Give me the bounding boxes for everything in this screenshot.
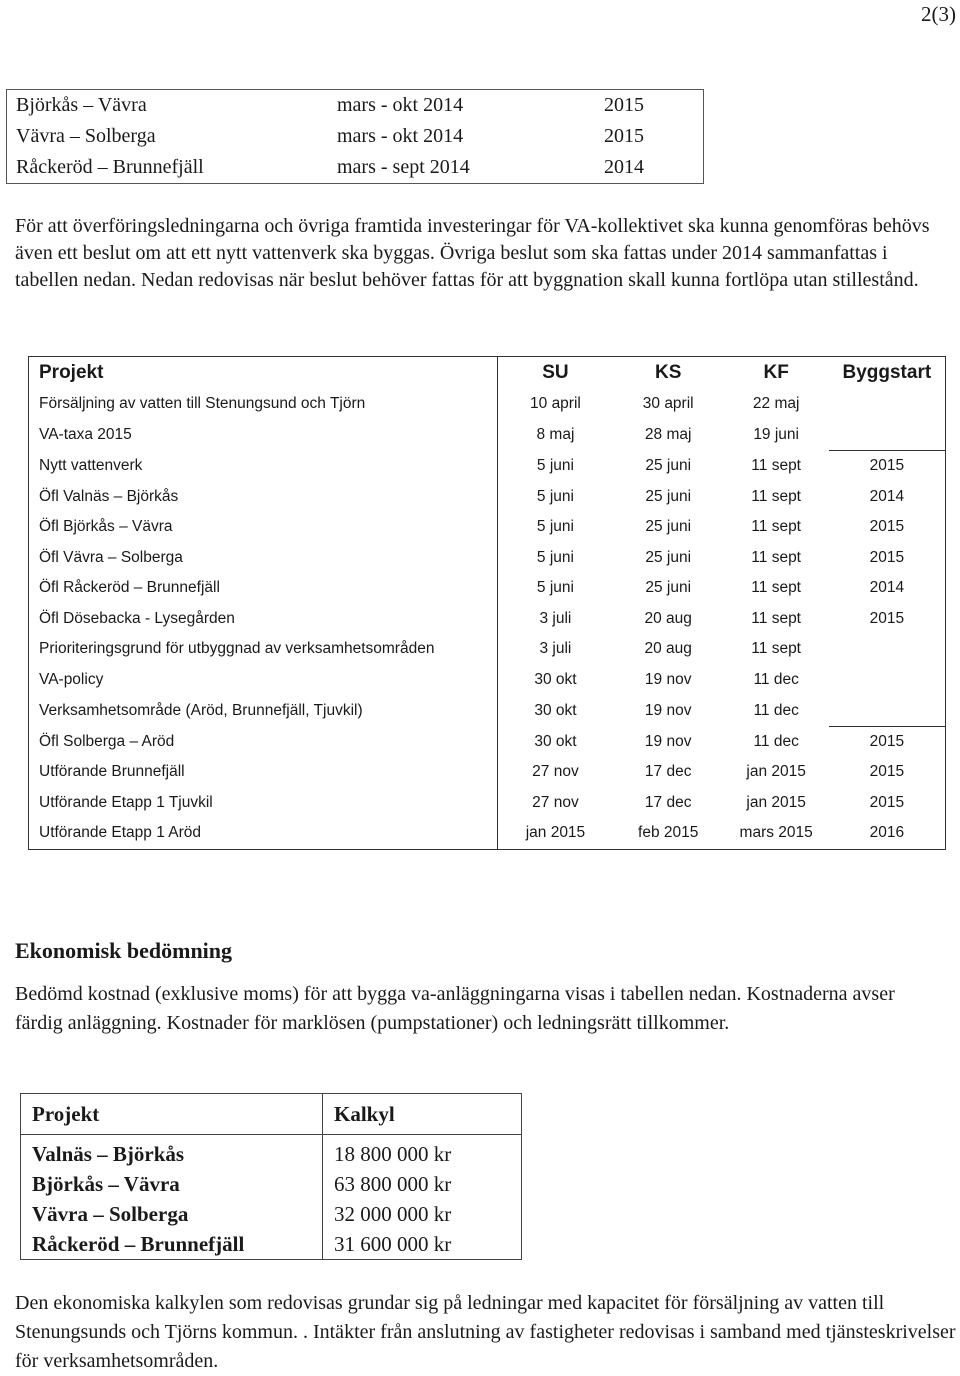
cost-project: Vävra – Solberga: [21, 1199, 323, 1229]
timeline-body: [7, 90, 704, 184]
schedule-kf: 11 sept: [751, 457, 801, 474]
schedule-su: 10 april: [530, 395, 581, 413]
intro-paragraph: För att överföringsledningarna och övriga framtida investeringar för VA-kollektivet ska kunna genomföras behövs även ett beslut om att ett nytt vattenverk ska byggas. Övriga beslut som ska fattas under 2014 sammanfattas i tabellen nedan. Nedan redovisas när beslut behöver fattas för att byggnation skall kunna fortlöpa utan stillestånd.: [15, 215, 930, 291]
header-kf: KF: [724, 357, 829, 390]
header-ks: KS: [613, 357, 724, 390]
schedule-kf: 11 sept: [751, 609, 801, 627]
cost-header-row: [21, 1094, 522, 1135]
schedule-project: Öfl Råckeröd – Brunnefjäll: [29, 573, 498, 604]
schedule-body: [29, 389, 946, 849]
schedule-su: jan 2015: [498, 818, 613, 849]
table-row: [29, 543, 946, 574]
table-row: [21, 1169, 522, 1199]
schedule-byggstart: 2016: [829, 818, 946, 849]
schedule-su: 5 juni: [536, 518, 574, 536]
schedule-kf: jan 2015: [746, 793, 806, 811]
schedule-project: Utförande Etapp 1 Aröd: [29, 818, 498, 849]
schedule-byggstart: [829, 420, 946, 451]
schedule-byggstart: [829, 665, 946, 696]
cost-table: [20, 1093, 522, 1260]
timeline-route: Råckeröd – Brunnefjäll: [16, 156, 204, 178]
schedule-su: 30 okt: [534, 670, 577, 688]
schedule-kf: 11 sept: [751, 518, 801, 536]
table-row: [29, 420, 946, 451]
schedule-project: Öfl Vävra – Solberga: [29, 543, 498, 574]
section-heading: Ekonomisk bedömning: [15, 938, 233, 963]
timeline-year: 2015: [604, 125, 644, 147]
cost-value: 31 600 000 kr: [334, 1231, 452, 1256]
schedule-byggstart: 2015: [829, 512, 946, 543]
table-row: [7, 121, 704, 152]
schedule-su: 30 okt: [534, 701, 577, 719]
header-project: Projekt: [29, 357, 498, 390]
schedule-ks: 19 nov: [644, 670, 692, 688]
cost-project: Valnäs – Björkås: [21, 1135, 323, 1170]
table-row: [21, 1135, 522, 1170]
schedule-su: 27 nov: [532, 763, 579, 781]
schedule-kf: 11 dec: [753, 670, 799, 688]
schedule-byggstart: [829, 695, 946, 726]
schedule-ks: 20 aug: [644, 609, 692, 627]
cost-intro-paragraph: Bedömd kostnad (exklusive moms) för att bygga va-anläggningarna visas i tabellen nedan. Kostnaderna avser färdig anläggning. Kostnader för marklösen (pumpstationer) och ledningsrätt tillkommer.: [15, 983, 895, 1034]
schedule-project: Öfl Solberga – Aröd: [29, 726, 498, 757]
timeline-route: Björkås – Vävra: [16, 94, 147, 116]
table-row: [21, 1229, 522, 1260]
table-row: [29, 726, 946, 757]
schedule-kf: 11 sept: [751, 548, 801, 566]
schedule-project: Öfl Dösebacka - Lysegården: [29, 604, 498, 635]
schedule-ks: 17 dec: [644, 793, 692, 811]
schedule-su: 27 nov: [532, 793, 579, 811]
schedule-kf: 22 maj: [752, 395, 800, 413]
table-row: [7, 90, 704, 122]
schedule-su: 30 okt: [534, 732, 577, 750]
table-row: [29, 665, 946, 696]
schedule-kf: 11 sept: [751, 579, 801, 597]
cost-header-project: Projekt: [21, 1094, 323, 1135]
timeline-period: mars - sept 2014: [337, 156, 470, 178]
schedule-ks: 19 nov: [644, 701, 692, 719]
schedule-head: [29, 357, 946, 390]
schedule-project: Öfl Valnäs – Björkås: [29, 482, 498, 513]
schedule-ks: 28 maj: [644, 426, 692, 443]
schedule-su: 5 juni: [536, 579, 574, 597]
schedule-su: 5 juni: [536, 548, 574, 566]
table-row: [29, 695, 946, 726]
table-row: [29, 604, 946, 635]
timeline-period: mars - okt 2014: [337, 125, 464, 147]
schedule-ks: 25 juni: [645, 579, 692, 597]
schedule-project: Verksamhetsområde (Aröd, Brunnefjäll, Tjuvkil): [29, 695, 498, 726]
table-row: [29, 573, 946, 604]
schedule-ks: 25 juni: [645, 548, 692, 566]
header-su: SU: [498, 357, 613, 390]
schedule-kf: 11 sept: [751, 640, 801, 658]
table-row: [21, 1199, 522, 1229]
timeline-route: Vävra – Solberga: [16, 125, 156, 147]
schedule-byggstart: 2015: [829, 788, 946, 819]
table-row: [29, 389, 946, 420]
schedule-ks: feb 2015: [613, 818, 724, 849]
table-row: [29, 482, 946, 513]
cost-value: 63 800 000 kr: [334, 1171, 452, 1196]
table-row: [7, 152, 704, 184]
schedule-su: 3 juli: [539, 640, 572, 658]
timeline-year: 2015: [604, 94, 644, 116]
schedule-kf: 19 juni: [753, 426, 799, 443]
schedule-kf: jan 2015: [746, 763, 806, 781]
schedule-ks: 30 april: [642, 395, 694, 413]
schedule-project: Försäljning av vatten till Stenungsund och Tjörn: [29, 389, 498, 420]
schedule-byggstart: 2015: [829, 604, 946, 635]
schedule-kf: 11 dec: [753, 732, 799, 750]
decision-schedule-table: [28, 356, 946, 850]
closing-paragraph: Den ekonomiska kalkylen som redovisas grundar sig på ledningar med kapacitet för försäljning av vatten till Stenungsunds och Tjörns kommun. . Intäkter från anslutning av fastigheter redovisas i samband med tjänsteskrivelser för verksamhetsområden.: [15, 1292, 956, 1372]
schedule-ks: 25 juni: [645, 487, 692, 505]
schedule-byggstart: [829, 634, 946, 665]
table-row: [29, 451, 946, 482]
schedule-ks: 19 nov: [644, 732, 692, 750]
schedule-byggstart: 2014: [829, 482, 946, 513]
schedule-su: 8 maj: [536, 426, 575, 443]
cost-value: 32 000 000 kr: [334, 1201, 452, 1226]
schedule-byggstart: 2015: [829, 726, 946, 757]
schedule-kf: 11 sept: [751, 487, 801, 505]
schedule-project: Nytt vattenverk: [29, 451, 498, 482]
table-row: [29, 818, 946, 849]
schedule-byggstart: 2015: [829, 451, 946, 482]
schedule-header-row: [29, 357, 946, 390]
table-row: [29, 634, 946, 665]
schedule-project: Öfl Björkås – Vävra: [29, 512, 498, 543]
table-row: [29, 512, 946, 543]
table-row: [29, 757, 946, 788]
header-byggstart: Byggstart: [829, 357, 946, 390]
schedule-project: Utförande Etapp 1 Tjuvkil: [29, 788, 498, 819]
schedule-su: 3 juli: [539, 609, 572, 627]
schedule-byggstart: 2015: [829, 543, 946, 574]
schedule-kf: mars 2015: [724, 818, 829, 849]
schedule-byggstart: 2015: [829, 757, 946, 788]
schedule-kf: 11 dec: [753, 701, 799, 719]
schedule-byggstart: 2014: [829, 573, 946, 604]
schedule-ks: 20 aug: [644, 640, 692, 658]
cost-project: Råckeröd – Brunnefjäll: [21, 1229, 323, 1260]
timeline-year: 2014: [604, 156, 644, 178]
schedule-project: VA-policy: [29, 665, 498, 696]
cost-header-calc: Kalkyl: [323, 1094, 522, 1135]
schedule-project: VA-taxa 2015: [29, 420, 498, 451]
schedule-project: Utförande Brunnefjäll: [29, 757, 498, 788]
table-row: [29, 788, 946, 819]
cost-value: 18 800 000 kr: [334, 1141, 452, 1166]
schedule-ks: 25 juni: [645, 518, 692, 536]
schedule-project: Prioriteringsgrund för utbyggnad av verksamhetsområden: [29, 634, 498, 665]
timeline-table: [6, 89, 704, 184]
schedule-su: 5 juni: [536, 487, 574, 505]
page-number: 2(3): [921, 2, 956, 26]
schedule-byggstart: [829, 389, 946, 420]
schedule-ks: 17 dec: [644, 763, 692, 781]
cost-project: Björkås – Vävra: [21, 1169, 323, 1199]
timeline-period: mars - okt 2014: [337, 94, 464, 116]
schedule-su: 5 juni: [536, 457, 574, 474]
schedule-ks: 25 juni: [645, 457, 692, 474]
cost-body: [21, 1094, 522, 1260]
